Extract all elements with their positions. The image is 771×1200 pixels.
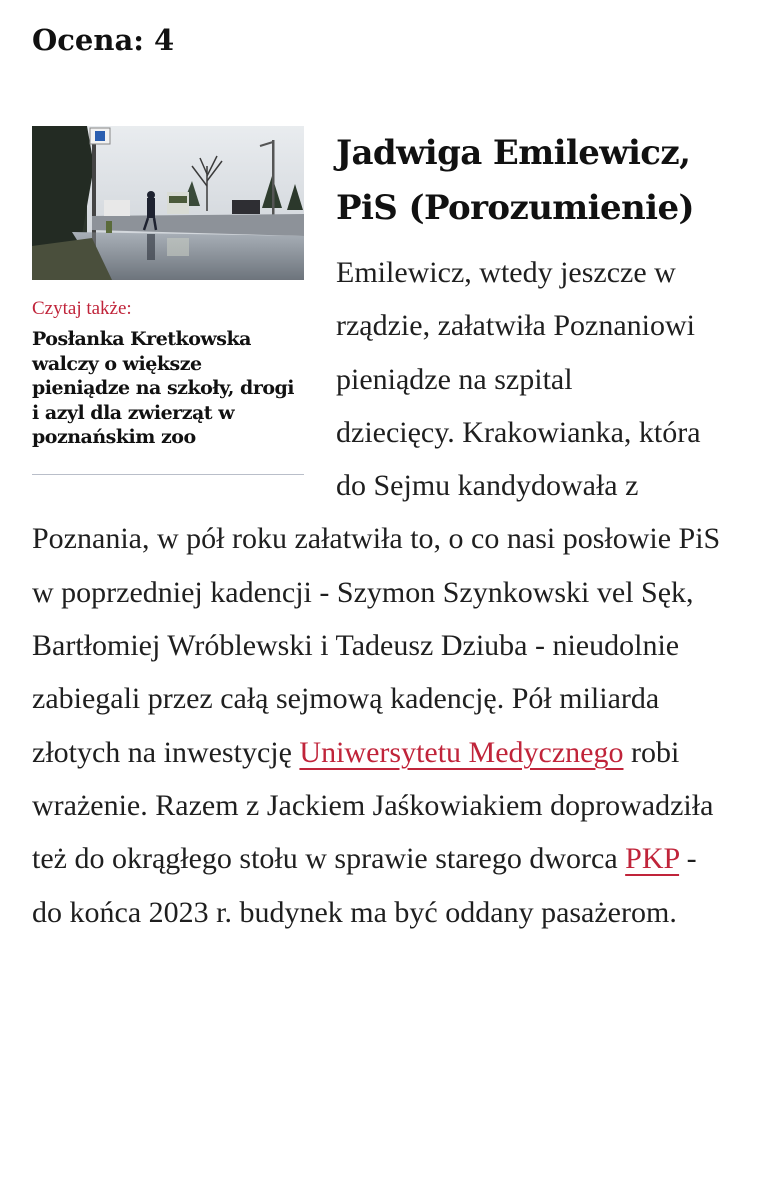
related-article-divider <box>32 474 304 475</box>
paragraph-text-part-1: Emilewicz, wtedy jeszcze w rządzie, załatwiła Poznaniowi pieniądze na szpital <box>336 256 696 396</box>
related-article-title[interactable]: Posłanka Kretkowska walczy o większe pieniądze na szkoły, drogi i azyl dla zwierząt w poznańskim zoo <box>32 328 295 448</box>
paragraph-text-part-2: dziecięcy. Krakowianka, która do Sejmu kandydowała z Poznania, w pół roku załatwiła to, o co nasi posłowie PiS w poprzedniej kadencji - Szymon Szynkowski vel Sęk, Bartłomiej Wróblewski i Tadeusz Dziuba - nieudolnie zabiegali przez całą sejmową kadencję. Pół miliarda złotych na inwestycję <box>32 415 721 769</box>
related-article-link[interactable] <box>32 126 304 450</box>
rating-label: Ocena: 4 <box>32 23 175 57</box>
related-article-thumbnail[interactable] <box>32 126 304 280</box>
street-photo-image <box>32 126 304 280</box>
paragraph-text-part-4: - do końca 2023 r. budynek ma być oddany pasażerom. <box>32 842 697 929</box>
related-article-box <box>32 126 304 475</box>
article <box>32 126 734 939</box>
paragraph-text-part-3: robi wrażenie. Razem z Jackiem Jaśkowiakiem doprowadziła też do okrągłego stołu w sprawie starego dworca <box>32 735 714 876</box>
headline-line-2: PiS (Porozumienie) <box>336 188 694 228</box>
university-link[interactable]: Uniwersytetu Medycznego <box>299 735 624 769</box>
read-also-kicker: Czytaj także: <box>32 298 132 319</box>
headline-line-1: Jadwiga Emilewicz, <box>336 133 691 173</box>
pkp-link[interactable]: PKP <box>625 842 680 876</box>
